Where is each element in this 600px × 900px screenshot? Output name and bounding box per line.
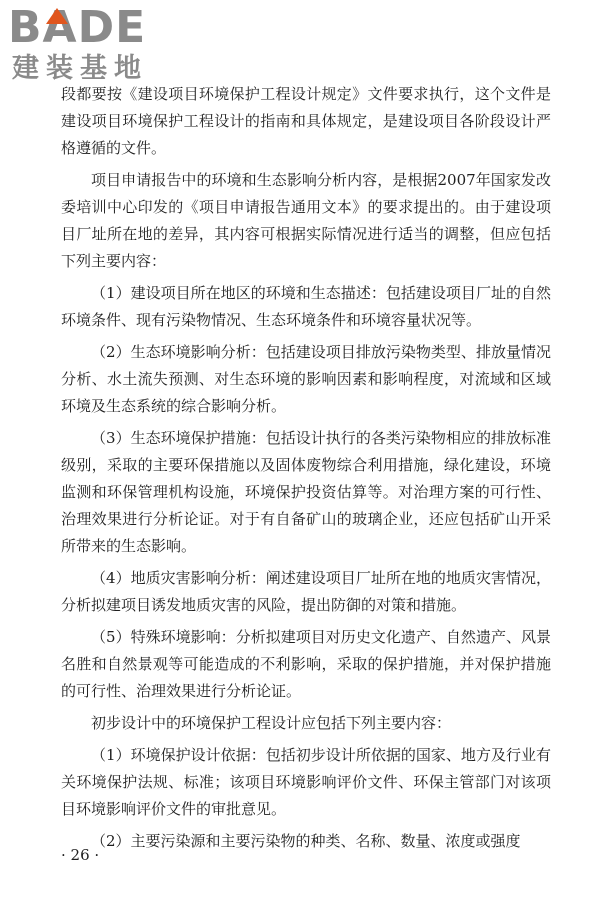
page-number: · 26 · xyxy=(61,846,100,864)
logo-accent-triangle-icon xyxy=(46,8,68,24)
paragraph-7: 初步设计中的环境保护工程设计应包括下列主要内容： xyxy=(91,714,452,732)
paragraph-2: （1）建设项目所在地区的环境和生态描述：包括建设项目厂址的自然环境条件、现有污染物情况、生态环境条件和环境容量状况等。 xyxy=(61,284,551,329)
logo-subtitle: 建装基地 xyxy=(12,53,148,84)
paragraph-4: （3）生态环境保护措施：包括设计执行的各类污染物相应的排放标准级别，采取的主要环保措施以及固体废物综合利用措施，绿化建设，环境监测和环保管理机构设施，环境保护投资估算等。对治理方案的可行性、治理效果进行分析论证。对于有自备矿山的玻璃企业，还应包括矿山开采所带来的生态影响。 xyxy=(61,429,551,555)
paragraph-8: （1）环境保护设计依据：包括初步设计所依据的国家、地方及行业有关环境保护法规、标准；该项目环境影响评价文件、环保主管部门对该项目环境影响评价文件的审批意见。 xyxy=(61,746,551,818)
paragraph-3: （2）生态环境影响分析：包括建设项目排放污染物类型、排放量情况分析、水土流失预测、对生态环境的影响因素和影响程度，对流域和区域环境及生态系统的综合影响分析。 xyxy=(61,343,551,415)
paragraph-0: 段都要按《建设项目环境保护工程设计规定》文件要求执行，这个文件是建设项目环境保护工程设计的指南和具体规定，是建设项目各阶段设计严格遵循的文件。 xyxy=(61,85,551,157)
page-body xyxy=(61,81,551,855)
paragraph-6: （5）特殊环境影响：分析拟建项目对历史文化遗产、自然遗产、风景名胜和自然景观等可能造成的不利影响，采取的保护措施，并对保护措施的可行性、治理效果进行分析论证。 xyxy=(61,628,551,700)
paragraph-1: 项目申请报告中的环境和生态影响分析内容，是根据2007年国家发改委培训中心印发的《项目申请报告通用文本》的要求提出的。由于建设项目厂址所在地的差异，其内容可根据实际情况进行适当的调整，但应包括下列主要内容： xyxy=(61,171,551,270)
paragraph-5: （4）地质灾害影响分析：阐述建设项目厂址所在地的地质灾害情况，分析拟建项目诱发地质灾害的风险，提出防御的对策和措施。 xyxy=(61,569,551,614)
paragraph-9: （2）主要污染源和主要污染物的种类、名称、数量、浓度或强度 xyxy=(91,832,521,850)
logo-wordmark: BADE xyxy=(8,2,147,53)
